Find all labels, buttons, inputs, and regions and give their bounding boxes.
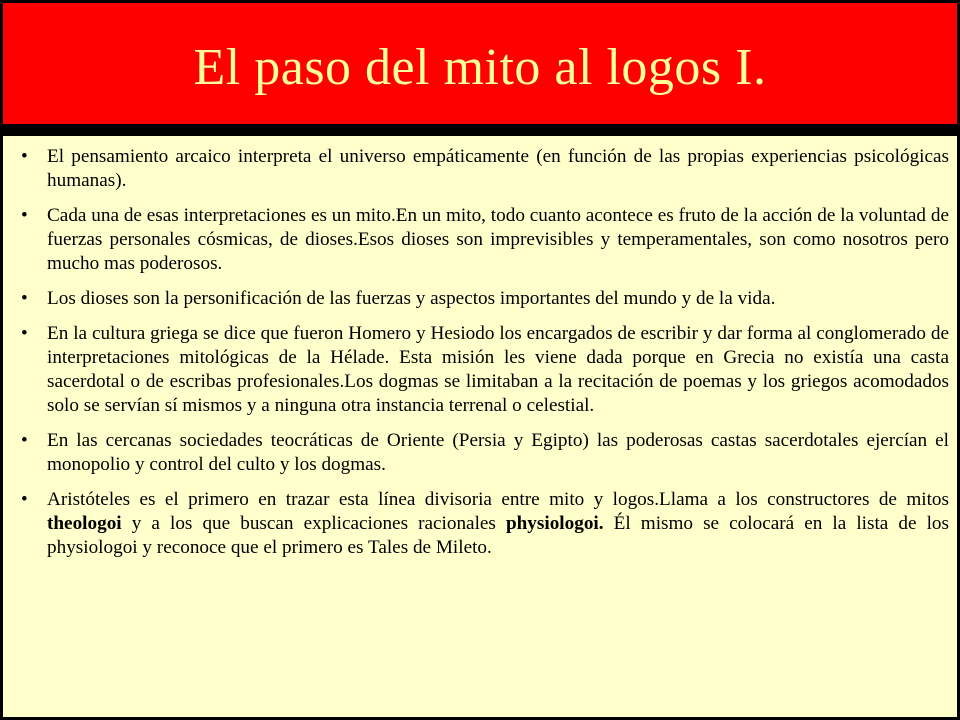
bullet-text: En la cultura griega se dice que fueron Homero y Hesiodo los encargados de escribir y dar forma al conglomerado de interpretaciones mitológicas de la Hélade. Esta misión les viene dada porque en Grecia no existía una casta sacerdotal o de escribas profesionales.Los dogmas se limitaban a la recitación de poemas y los griegos acomodados solo se servían sí mismos y a ninguna otra instancia terrenal o celestial. — [47, 323, 949, 416]
bullet-list — [21, 145, 949, 560]
content-panel — [3, 136, 957, 717]
bullet-text: Cada una de esas interpretaciones es un mito.En un mito, todo cuanto acontece es fruto de la acción de la voluntad de fuerzas personales cósmicas, de dioses.Esos dioses son imprevisibles y temperamentales, son como nosotros pero mucho mas poderosos. — [47, 205, 949, 274]
term-theologoi: theologoi — [47, 513, 122, 534]
bullet-icon: • — [21, 146, 28, 167]
title-bar — [3, 3, 957, 124]
list-item — [21, 322, 949, 418]
term-physiologoi: physiologoi. — [505, 513, 604, 534]
bullet-icon: • — [21, 323, 28, 344]
bullet-text-part-1: Aristóteles es el primero en trazar esta línea divisoria entre mito y logos.Llama a los constructores de mitos — [47, 489, 949, 510]
bullet-text-part-3: Él mismo se colocará en la lista de los physiologoi y reconoce que el primero es Tales de Mileto. — [47, 513, 949, 558]
bullet-text: El pensamiento arcaico interpreta el universo empáticamente (en función de las propias experiencias psicológicas humanas). — [47, 146, 949, 191]
bullet-text: Los dioses son la personificación de las fuerzas y aspectos importantes del mundo y de la vida. — [47, 288, 776, 309]
list-item — [21, 204, 949, 276]
slide-title: El paso del mito al logos I. — [193, 39, 767, 96]
bullet-text-part-2: y a los que buscan explicaciones racionales — [121, 513, 506, 534]
bullet-icon: • — [21, 430, 28, 451]
bullet-icon: • — [21, 288, 28, 309]
list-item — [21, 145, 949, 193]
bullet-text: En las cercanas sociedades teocráticas de Oriente (Persia y Egipto) las poderosas castas sacerdotales ejercían el monopolio y control del culto y los dogmas. — [47, 430, 949, 475]
list-item — [21, 287, 949, 311]
list-item — [21, 429, 949, 477]
bullet-icon: • — [21, 205, 28, 226]
bullet-icon: • — [21, 489, 28, 510]
list-item — [21, 488, 949, 560]
